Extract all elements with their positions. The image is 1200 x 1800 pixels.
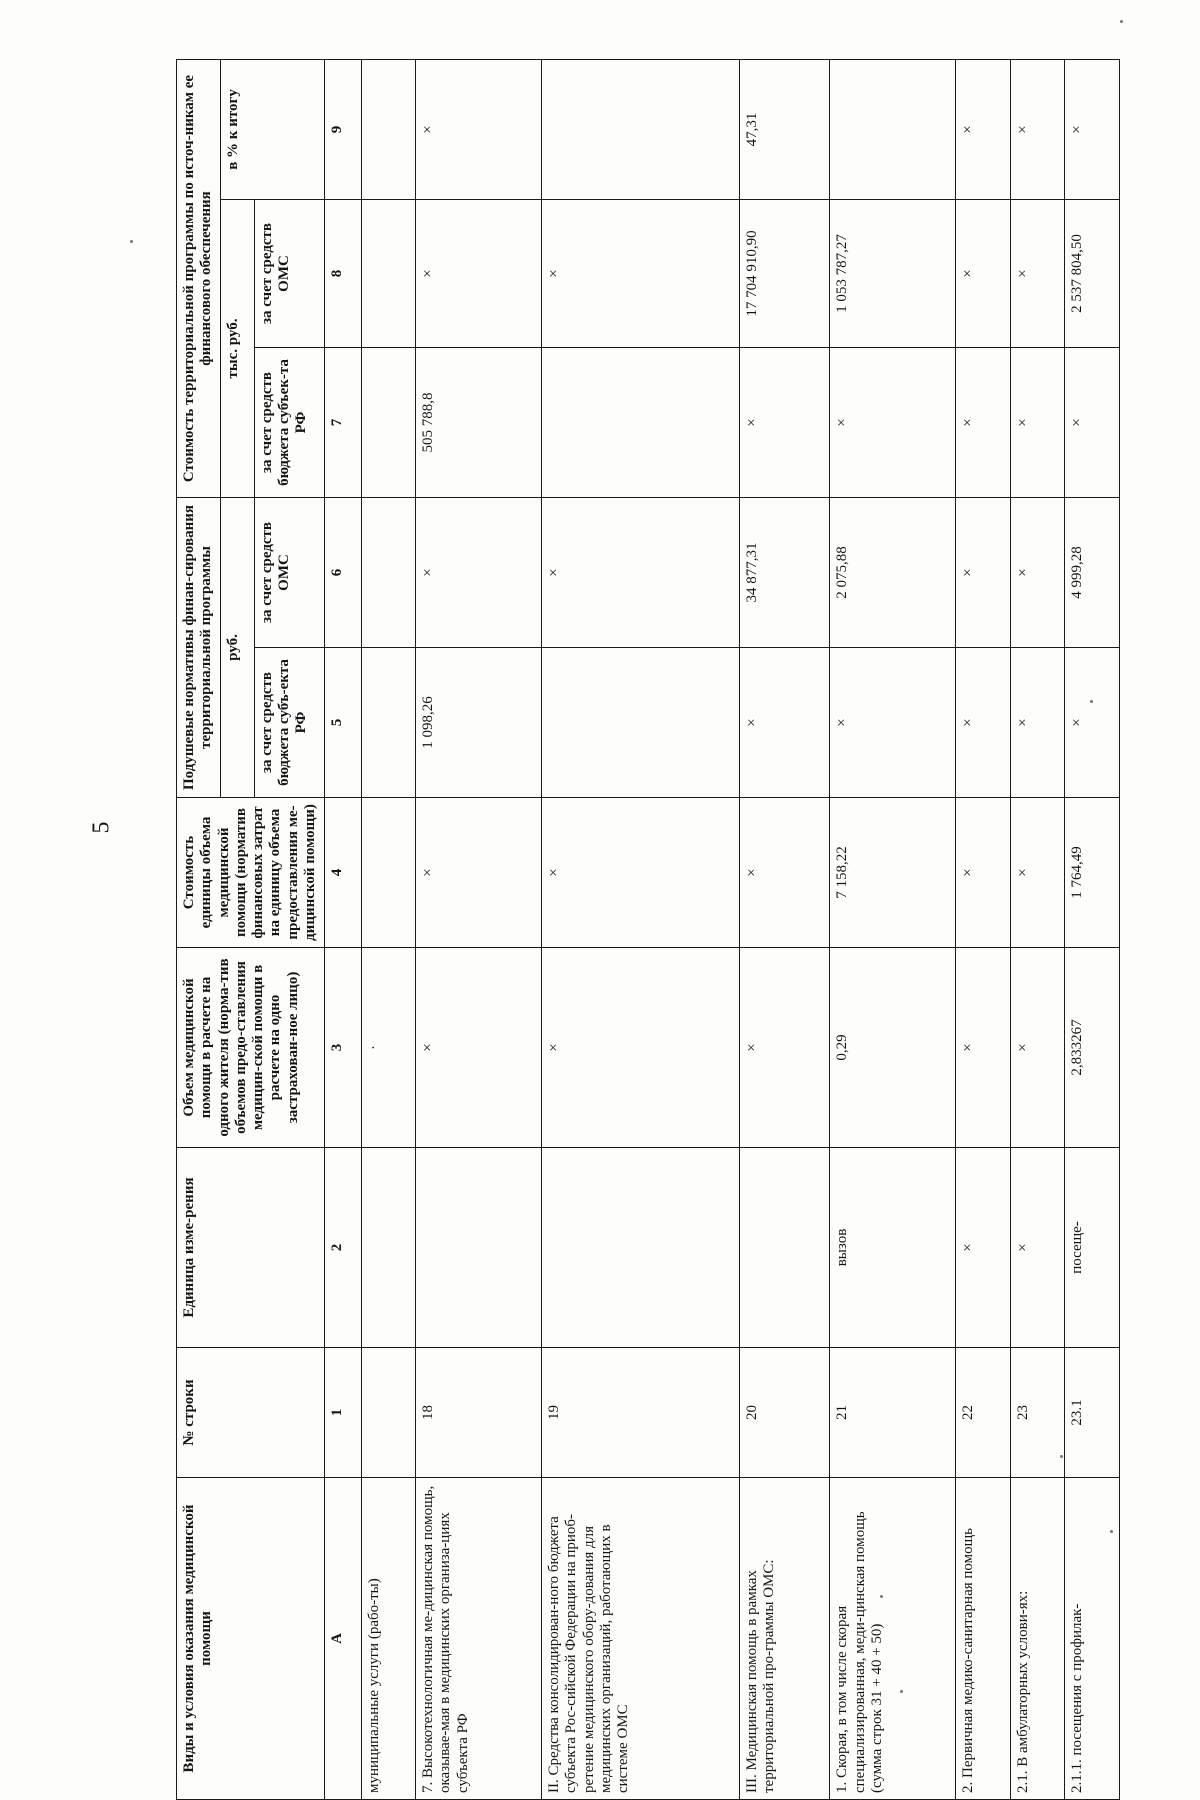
colnum-a: А xyxy=(324,1477,361,1799)
table-row xyxy=(416,59,542,1799)
row-label: 7. Высокотехнологичная ме-дицинская помощь, оказывае-мая в медицинских организа-циях субъекта РФ xyxy=(416,1477,542,1799)
cell-unit-cost: × xyxy=(1010,797,1065,947)
row-label: II. Средства консолидирован-ного бюджета субъекта Рос-сийской Федерации на приоб-ретение медицинского обору-дования для медицинских организаций, работающих в системе ОМС xyxy=(542,1477,740,1799)
cell-col9: 47,31 xyxy=(739,59,829,199)
row-label: 2. Первичная медико-санитарная помощь xyxy=(956,1477,1011,1799)
cell-volume: · xyxy=(361,947,416,1147)
row-label: муниципальные услуги (рабо-ты) xyxy=(361,1477,416,1799)
cell-col8: 2 537 804,50 xyxy=(1065,199,1120,347)
colnum-2: 2 xyxy=(324,1147,361,1347)
cell-col7: 505 788,8 xyxy=(416,347,542,497)
cell-col9 xyxy=(830,59,956,199)
header-col5: за счет средств бюджета субъ-екта РФ xyxy=(254,647,324,797)
row-number xyxy=(361,1347,416,1477)
cell-unit: вызов xyxy=(830,1147,956,1347)
row-number: 23.1 xyxy=(1065,1347,1120,1477)
cell-col9: × xyxy=(1065,59,1120,199)
cell-col6: 2 075,88 xyxy=(830,497,956,647)
table-row xyxy=(1065,59,1120,1799)
cell-unit-cost: × xyxy=(542,797,740,947)
cell-col6: × xyxy=(1010,497,1065,647)
cell-unit xyxy=(542,1147,740,1347)
header-col6: за счет средств ОМС xyxy=(254,497,324,647)
cell-volume: × xyxy=(542,947,740,1147)
table-row xyxy=(739,59,829,1799)
colnum-7: 7 xyxy=(324,347,361,497)
cell-volume: × xyxy=(956,947,1011,1147)
cell-col5: × xyxy=(956,647,1011,797)
header-volume: Объем медицинской помощи в расчете на одного жителя (норма-тив объемов предо-ставления медицин-ской помощи в расчете на одно застрахован-ное лицо) xyxy=(177,947,325,1147)
table-row xyxy=(361,59,416,1799)
cell-col8: × xyxy=(542,199,740,347)
cell-unit: × xyxy=(956,1147,1011,1347)
cell-unit-cost: 7 158,22 xyxy=(830,797,956,947)
cell-unit xyxy=(739,1147,829,1347)
cell-col9 xyxy=(361,59,416,199)
cell-col5: × xyxy=(1065,647,1120,797)
row-label: 2.1. В амбулаторных услови-ях: xyxy=(1010,1477,1065,1799)
row-number: 21 xyxy=(830,1347,956,1477)
row-number: 22 xyxy=(956,1347,1011,1477)
header-col7: за счет средств бюджета субъек-та РФ xyxy=(254,347,324,497)
colnum-6: 6 xyxy=(324,497,361,647)
cell-col7: × xyxy=(1010,347,1065,497)
row-label: III. Медицинская помощь в рамках территориальной про-граммы ОМС: xyxy=(739,1477,829,1799)
row-number: 20 xyxy=(739,1347,829,1477)
colnum-5: 5 xyxy=(324,647,361,797)
cell-volume: × xyxy=(1010,947,1065,1147)
row-number: 23 xyxy=(1010,1347,1065,1477)
header-thousand-rub: тыс. руб. xyxy=(220,199,254,497)
scan-speck xyxy=(1120,20,1123,23)
header-kinds: Виды и условия оказания медицинской помощи xyxy=(177,1477,325,1799)
header-unit: Единица изме-рения xyxy=(177,1147,325,1347)
table-row xyxy=(830,59,956,1799)
cell-col8: × xyxy=(956,199,1011,347)
cell-col7: × xyxy=(956,347,1011,497)
cell-unit-cost: × xyxy=(956,797,1011,947)
cell-col5: × xyxy=(830,647,956,797)
header-col8: за счет средств ОМС xyxy=(254,199,324,347)
scan-speck xyxy=(130,240,133,243)
page-number: 5 xyxy=(88,821,115,834)
cell-col5: 1 098,26 xyxy=(416,647,542,797)
cell-col7: × xyxy=(830,347,956,497)
table-row xyxy=(542,59,740,1799)
cell-col8: 17 704 910,90 xyxy=(739,199,829,347)
cell-col6 xyxy=(361,497,416,647)
cell-col7: × xyxy=(739,347,829,497)
header-program-cost-group: Стоимость территориальной программы по источ-никам ее финансового обеспечения xyxy=(177,59,221,497)
cell-unit xyxy=(416,1147,542,1347)
cell-col5 xyxy=(542,647,740,797)
cell-col9: × xyxy=(416,59,542,199)
header-per-capita-group: Подушевые нормативы финан-сирования территориальной программы xyxy=(177,497,221,797)
colnum-9: 9 xyxy=(324,59,361,199)
colnum-1: 1 xyxy=(324,1347,361,1477)
cell-col8: × xyxy=(416,199,542,347)
colnum-4: 4 xyxy=(324,797,361,947)
header-percent: в % к итогу xyxy=(220,59,324,199)
cell-unit-cost: × xyxy=(416,797,542,947)
cell-unit-cost: 1 764,49 xyxy=(1065,797,1120,947)
row-label: 1. Скорая, в том числе скорая специализированная, меди-цинская помощь (сумма строк 31 + 40 + 50) xyxy=(830,1477,956,1799)
row-label: 2.1.1. посещения с профилак- xyxy=(1065,1477,1120,1799)
cell-volume: 2,833267 xyxy=(1065,947,1120,1147)
cell-unit: × xyxy=(1010,1147,1065,1347)
colnum-8: 8 xyxy=(324,199,361,347)
row-number: 18 xyxy=(416,1347,542,1477)
cell-col6: 4 999,28 xyxy=(1065,497,1120,647)
cell-volume: × xyxy=(739,947,829,1147)
header-row-number: № строки xyxy=(177,1347,325,1477)
cell-unit: посеще- xyxy=(1065,1147,1120,1347)
cell-col6: × xyxy=(956,497,1011,647)
header-rub: руб. xyxy=(220,497,254,797)
table-row xyxy=(956,59,1011,1799)
cell-unit-cost xyxy=(361,797,416,947)
cell-col5: × xyxy=(739,647,829,797)
cell-col7 xyxy=(361,347,416,497)
table-row xyxy=(1010,59,1065,1799)
cell-col6: 34 877,31 xyxy=(739,497,829,647)
cell-col7: × xyxy=(1065,347,1120,497)
cell-col8: 1 053 787,27 xyxy=(830,199,956,347)
cell-col8 xyxy=(361,199,416,347)
cell-col8: × xyxy=(1010,199,1065,347)
cell-volume: 0,29 xyxy=(830,947,956,1147)
financing-table xyxy=(176,59,1120,1800)
row-number: 19 xyxy=(542,1347,740,1477)
rotated-table-container xyxy=(176,60,1120,1800)
header-unit-cost: Стоимость единицы объема медицинской помощи (норматив финансовых затрат на единицу объема предоставления ме-дицинской помощи) xyxy=(177,797,325,947)
cell-col9 xyxy=(542,59,740,199)
cell-col9: × xyxy=(1010,59,1065,199)
cell-unit xyxy=(361,1147,416,1347)
cell-col6: × xyxy=(416,497,542,647)
cell-col6: × xyxy=(542,497,740,647)
cell-col9: × xyxy=(956,59,1011,199)
cell-volume: × xyxy=(416,947,542,1147)
cell-col5 xyxy=(361,647,416,797)
cell-unit-cost: × xyxy=(739,797,829,947)
colnum-3: 3 xyxy=(324,947,361,1147)
cell-col5: × xyxy=(1010,647,1065,797)
cell-col7 xyxy=(542,347,740,497)
